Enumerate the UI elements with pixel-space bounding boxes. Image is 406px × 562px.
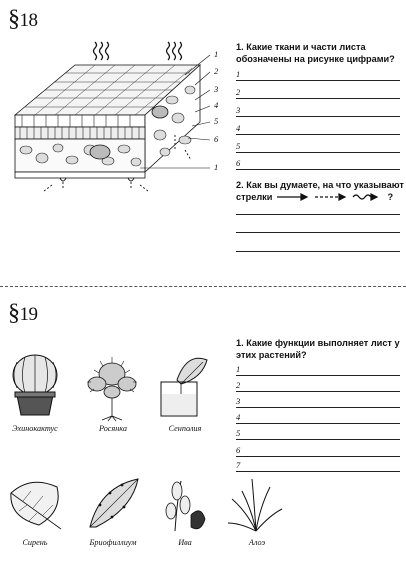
plant-label-bryophyllum: Бриофиллиум [89, 538, 137, 547]
plant-label-lilac: Сирень [22, 538, 48, 547]
willow-icon [155, 475, 215, 535]
figure-callout-1: 1 [214, 49, 219, 59]
answer-label: 5 [236, 428, 241, 438]
section-19-heading: §19 [8, 300, 38, 326]
figure-callout-1b: 1 [214, 162, 219, 172]
answer-line[interactable] [236, 456, 400, 457]
answer-line[interactable] [236, 439, 400, 440]
plant-label-echinocactus: Эхинокактус [12, 424, 58, 433]
section-sign-icon: § [8, 300, 20, 326]
answer-line[interactable] [236, 232, 400, 233]
figure-callout-6: 6 [214, 134, 219, 144]
answer-line[interactable] [236, 375, 400, 376]
arrow-legend-icons [275, 193, 385, 201]
answer-label: 2 [236, 380, 241, 390]
sundew-icon [82, 352, 142, 422]
answer-label: 6 [236, 158, 241, 168]
figure-callout-5: 5 [214, 116, 219, 126]
answer-line[interactable] [236, 152, 400, 153]
heat-wave-icon [94, 42, 182, 60]
answer-label: 3 [236, 396, 241, 406]
aloe-icon [226, 475, 286, 535]
answer-label: 6 [236, 445, 241, 455]
section-19-question-1: 1. Какие функции выполняет лист у этих растений? [236, 338, 400, 360]
section-18-question-2 [236, 180, 404, 203]
plant-label-willow: Ива [178, 538, 192, 547]
answer-label: 1 [236, 364, 241, 374]
plant-label-aloe: Алоэ [248, 538, 266, 547]
question-2-text: 2. Как вы думаете, на что указывают стрелки [236, 180, 404, 202]
echinocactus-icon [5, 350, 65, 420]
section-divider [0, 286, 406, 287]
answer-label: 5 [236, 141, 241, 151]
plant-label-sundew: Росянка [98, 424, 128, 433]
answer-line[interactable] [236, 98, 400, 99]
plant-label-saintpaulia: Сенполия [168, 424, 202, 433]
figure-callout-2: 2 [214, 66, 219, 76]
answer-label: 4 [236, 412, 241, 422]
answer-label: 4 [236, 123, 241, 133]
figure-callout-3: 3 [214, 84, 219, 94]
bryophyllum-leaf-icon [82, 475, 146, 535]
answer-line[interactable] [236, 214, 400, 215]
section-sign-icon: § [8, 6, 20, 32]
answer-label: 2 [236, 87, 241, 97]
section-18-heading: §18 [8, 6, 38, 32]
answer-label: 7 [236, 460, 241, 470]
answer-line[interactable] [236, 423, 400, 424]
answer-line[interactable] [236, 391, 400, 392]
answer-label: 3 [236, 105, 241, 115]
answer-line[interactable] [236, 407, 400, 408]
answer-line[interactable] [236, 80, 400, 81]
answer-line[interactable] [236, 134, 400, 135]
answer-line[interactable] [236, 116, 400, 117]
answer-line[interactable] [236, 251, 400, 252]
answer-label: 1 [236, 69, 241, 79]
leaf-cross-section-figure [0, 40, 230, 190]
question-2-end: ? [387, 191, 394, 202]
saintpaulia-icon [155, 350, 215, 420]
figure-callout-4: 4 [214, 100, 219, 110]
lilac-leaf-icon [5, 475, 69, 535]
section-18-question-1: 1. Какие ткани и части листа обозначены на рисунке цифрами? [236, 42, 395, 64]
answer-line[interactable] [236, 169, 400, 170]
answer-line[interactable] [236, 471, 400, 472]
